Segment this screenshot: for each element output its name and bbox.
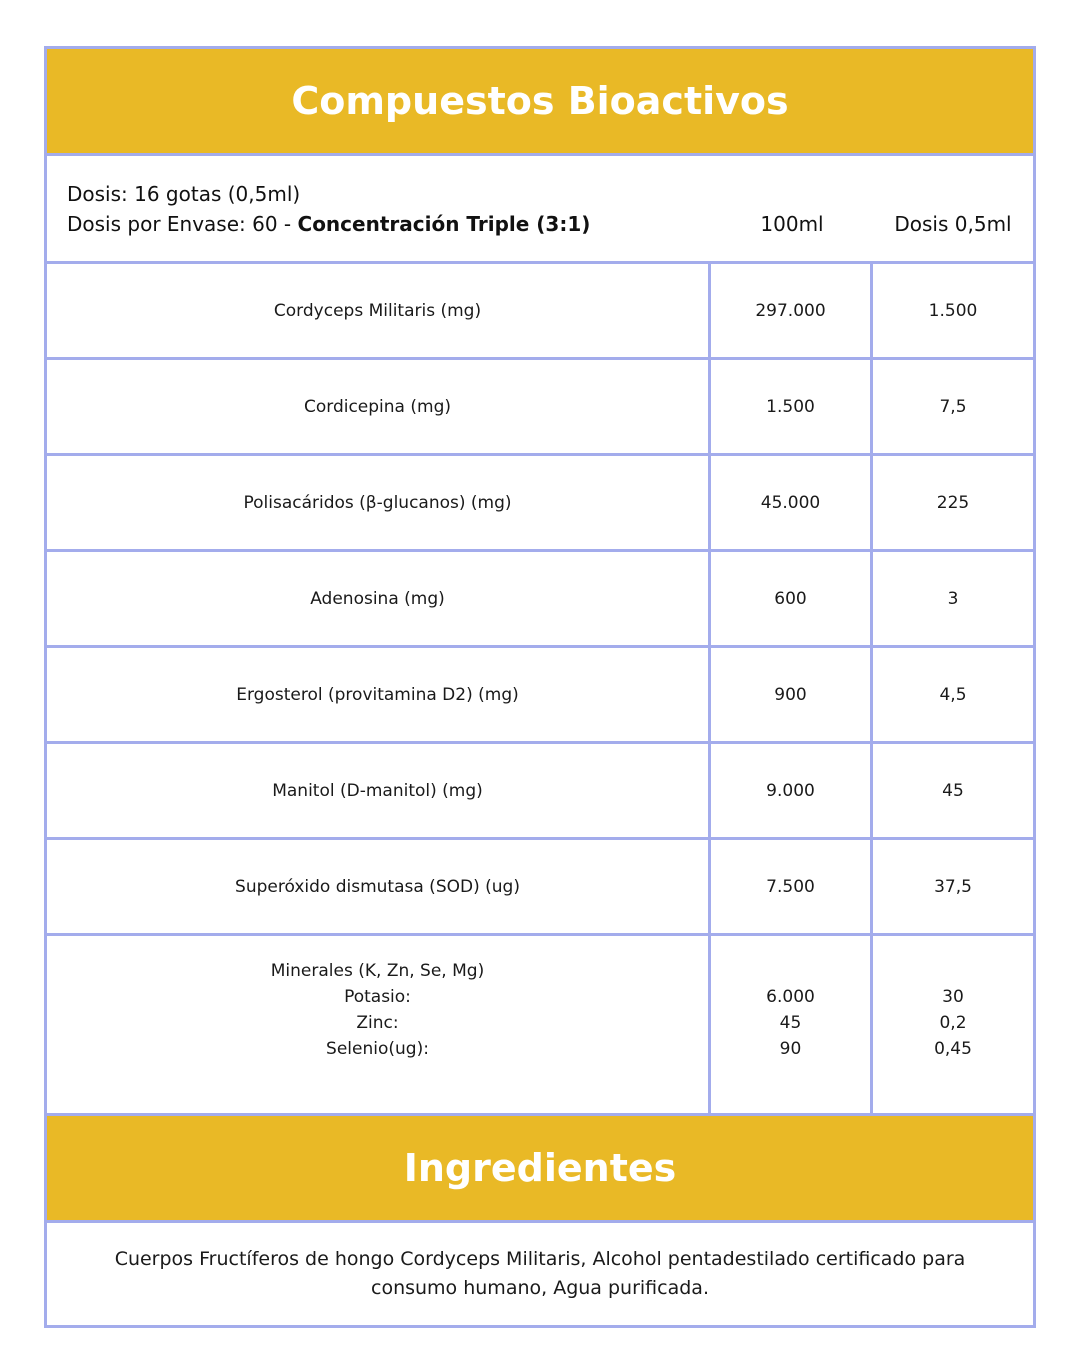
table-row — [47, 552, 1033, 648]
concentration-text: Concentración Triple (3:1) — [297, 212, 591, 236]
mineral-value-dose: 0,45 — [934, 1039, 972, 1059]
compound-name: Cordyceps Militaris (mg) — [47, 264, 711, 357]
ingredients-header — [47, 1113, 1033, 1223]
ingredients-text: Cuerpos Fructíferos de hongo Cordyceps Militaris, Alcohol pentadestilado certificado para consumo humano, Agua purificada. — [114, 1248, 966, 1299]
dose-info — [47, 156, 1033, 264]
compounds-title: Compuestos Bioactivos — [291, 79, 789, 123]
compound-name: Cordicepina (mg) — [47, 360, 711, 453]
column-header-dose: Dosis 0,5ml — [894, 212, 1012, 236]
table-row — [47, 264, 1033, 360]
value-dose: 3 — [947, 588, 959, 609]
minerals-names — [47, 936, 711, 1113]
table-row — [47, 648, 1033, 744]
table-row — [47, 744, 1033, 840]
compound-name: Superóxido dismutasa (SOD) (ug) — [47, 840, 711, 933]
value-dose: 4,5 — [939, 684, 967, 705]
table-row — [47, 456, 1033, 552]
minerals-title: Minerales (K, Zn, Se, Mg) — [270, 961, 485, 981]
mineral-value-100ml: 45 — [779, 1013, 802, 1033]
mineral-value-dose: 30 — [942, 987, 964, 1007]
dose-line: Dosis: 16 gotas (0,5ml) — [67, 182, 301, 206]
compound-name: Polisacáridos (β-glucanos) (mg) — [47, 456, 711, 549]
compound-name: Ergosterol (provitamina D2) (mg) — [47, 648, 711, 741]
value-dose: 7,5 — [939, 396, 967, 417]
value-100ml: 297.000 — [711, 264, 873, 357]
value-100ml: 9.000 — [711, 744, 873, 837]
minerals-100ml — [711, 936, 873, 1113]
mineral-name: Potasio: — [344, 987, 411, 1007]
value-100ml: 1.500 — [711, 360, 873, 453]
mineral-value-100ml: 6.000 — [766, 987, 815, 1007]
value-dose: 1.500 — [928, 300, 978, 321]
mineral-value-dose: 0,2 — [939, 1013, 967, 1033]
per-pack-line — [67, 212, 590, 236]
value-100ml: 600 — [711, 552, 873, 645]
column-header-100ml: 100ml — [760, 212, 824, 236]
mineral-name: Selenio(ug): — [326, 1039, 429, 1059]
compounds-header — [47, 49, 1033, 156]
value-100ml: 45.000 — [711, 456, 873, 549]
value-100ml: 7.500 — [711, 840, 873, 933]
minerals-dose — [873, 936, 1033, 1113]
value-100ml: 900 — [711, 648, 873, 741]
compounds-rows — [47, 264, 1033, 1113]
per-pack-text: Dosis por Envase: 60 - — [67, 212, 298, 236]
value-dose: 45 — [942, 780, 964, 801]
nutrition-table — [44, 46, 1036, 1328]
compound-name: Adenosina (mg) — [47, 552, 711, 645]
table-row — [47, 360, 1033, 456]
compound-name: Manitol (D-manitol) (mg) — [47, 744, 711, 837]
value-dose: 37,5 — [934, 876, 972, 897]
ingredients-title: Ingredientes — [403, 1146, 677, 1190]
value-dose: 225 — [936, 492, 970, 513]
mineral-name: Zinc: — [356, 1013, 399, 1033]
table-row — [47, 840, 1033, 936]
mineral-value-100ml: 90 — [779, 1039, 802, 1059]
minerals-row — [47, 936, 1033, 1113]
